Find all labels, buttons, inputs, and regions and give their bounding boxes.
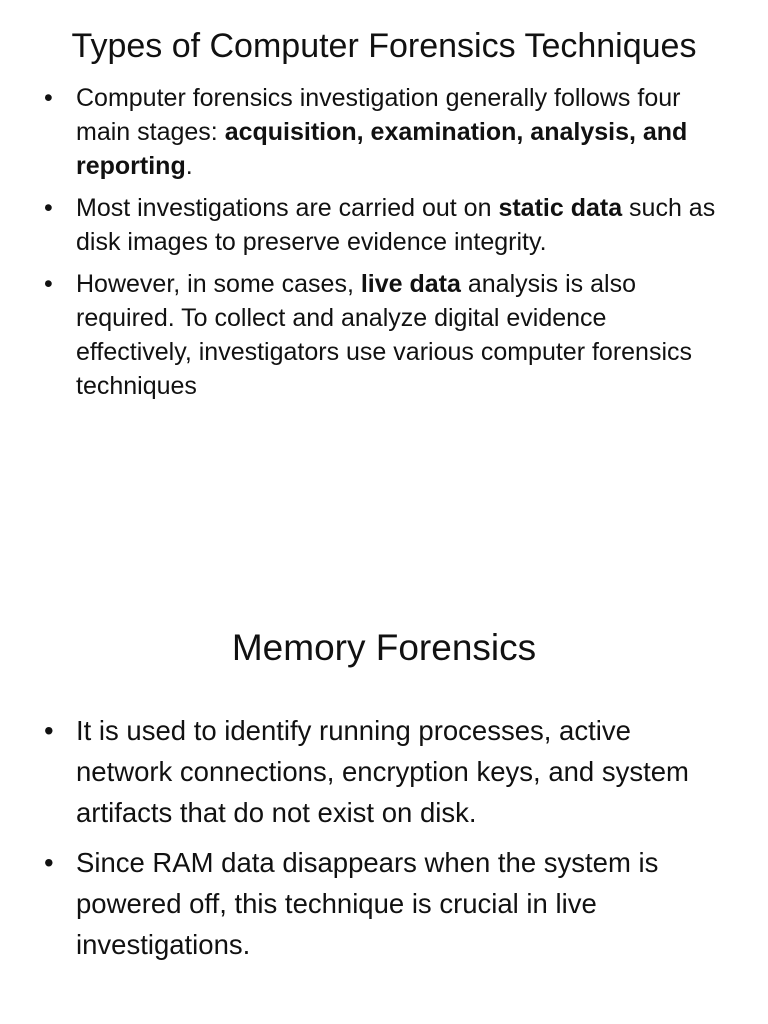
bullet-text [76, 270, 692, 400]
bold-text-segment: live data [360, 270, 461, 298]
bullet-icon: • [44, 270, 53, 298]
bullet-list [0, 710, 768, 965]
bullet-list [0, 81, 768, 403]
slide-types-of-techniques [0, 22, 768, 411]
bullet-icon: • [44, 715, 54, 746]
bullet-text: It is used to identify running processes, active network connections, encryption keys, and system artifacts that do not exist on disk. [76, 715, 689, 828]
bullet-item [0, 191, 768, 259]
bullet-text [76, 194, 715, 256]
bullet-icon: • [44, 847, 54, 878]
bold-text-segment: static data [498, 194, 623, 222]
text-segment: . [185, 152, 193, 180]
text-segment: However, in some cases, [76, 270, 361, 298]
bullet-item [0, 267, 768, 403]
bullet-text [76, 84, 687, 180]
bullet-item [0, 710, 768, 833]
bullet-text: Since RAM data disappears when the system is powered off, this technique is crucial in live investigations. [76, 847, 659, 960]
slide-title: Types of Computer Forensics Techniques [71, 27, 697, 65]
bold-text-segment: acquisition, examination, analysis, and reporting [76, 118, 688, 180]
slide-title: Memory Forensics [231, 627, 537, 668]
bullet-item [0, 842, 768, 965]
bullet-icon: • [44, 84, 53, 112]
slide-memory-forensics [0, 622, 768, 974]
text-segment: Most investigations are carried out on [76, 194, 499, 222]
bullet-icon: • [44, 194, 53, 222]
text-segment: such as disk images to preserve evidence integrity. [76, 194, 716, 256]
bullet-item [0, 81, 768, 183]
text-segment: Computer forensics investigation generally follows four main stages: [76, 84, 681, 146]
text-segment: analysis is also required. To collect and analyze digital evidence effectively, investigators use various computer forensics techniques [76, 270, 693, 400]
